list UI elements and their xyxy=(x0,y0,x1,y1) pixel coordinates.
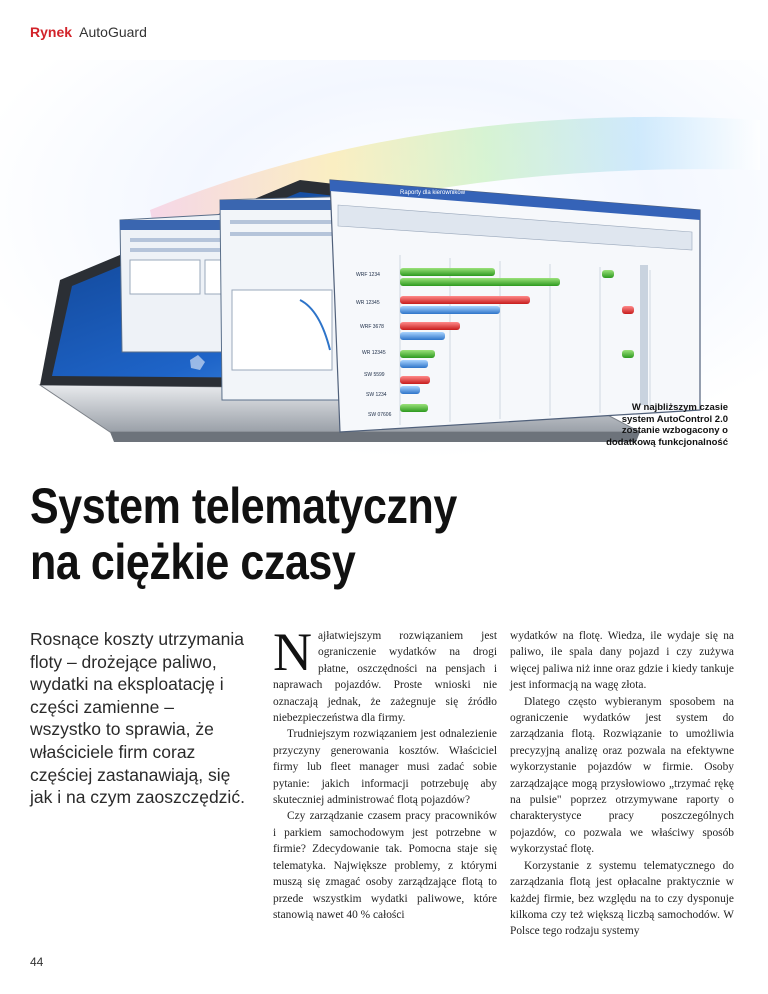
image-caption: W najbliższym czasie system AutoControl 2.0 zostanie wzbogacony o dodatkową funkcjonalność xyxy=(606,402,728,448)
article-column-1 xyxy=(273,622,497,923)
report-window-title: Raporty dla kierowników xyxy=(400,190,466,196)
running-header xyxy=(30,24,147,40)
paragraph: Czy zarządzanie czasem pracy pracowników i parkiem samochodowym jest potrzebne w firmie? Zdecydowanie tak. Pomocna staje się telematyka. Największe problemy, z którymi muszą się zmagać osoby zarządzające flotą to przede wszystkim wydatki paliwowe, które stanowią nawet 40 % całości xyxy=(273,810,497,921)
drop-cap: N xyxy=(273,622,312,682)
row-label: SW 1234 xyxy=(366,392,387,398)
section-label: Rynek xyxy=(30,24,73,40)
paragraph: wydatków na flotę. Wiedza, ile wydaje się na paliwo, ile spala dany pojazd i czy zużywa więcej paliwa niż inne oraz gdzie i kiedy tankuje jest informacją na wagę złota. xyxy=(510,630,734,692)
page-number: 44 xyxy=(30,955,44,969)
row-label: SW 5599 xyxy=(364,372,385,378)
article-title xyxy=(30,478,457,590)
paragraph: Korzystanie z systemu telematycznego do zarządzania flotą jest opłacalne praktycznie w każdej firmie, bez względu na to czy dysponuje kilkoma czy też większą liczbą samochodów. W Polsce tego rodzaju systemy xyxy=(510,859,734,938)
paragraph: Trudniejszym rozwiązaniem jest odnalezienie przyczyny generowania kosztów. Właściciel firmy lub fleet manager musi zadać sobie pytanie: jakich informacji potrzebuję aby skuteczniej administrować flotą pojazdów? xyxy=(273,728,497,807)
row-label: SW 07606 xyxy=(368,412,392,418)
paragraph: Najłatwiejszym rozwiązaniem jest ograniczenie wydatków na drogi płatne, oszczędności na pensjach i naprawach pojazdów. Proste wnioski nie oznaczają jednak, że zażegnuje się źródło niebezpieczeństwa dla firmy. xyxy=(273,622,497,725)
article-lead: Rosnące koszty utrzymania floty – drożejące paliwo, wydatki na eksploatację i części zamienne – wszystko to sprawia, że właściciele firm coraz częściej zastanawiają, się jak i na czym zaoszczędzić. xyxy=(30,629,245,808)
subsection-label: AutoGuard xyxy=(79,24,147,40)
row-label: WRF 1234 xyxy=(356,272,380,278)
row-label: WR 12345 xyxy=(362,350,386,356)
title-line-1: System telematyczny xyxy=(30,478,457,534)
article-column-2 xyxy=(510,628,734,940)
title-line-2: na ciężkie czasy xyxy=(30,534,356,590)
main-report-window xyxy=(330,180,700,432)
row-label: WRF 3678 xyxy=(360,324,384,330)
paragraph: Dlatego często wybieranym sposobem na ograniczenie wydatków jest system do zarządzania flotą. Rozwiązanie to umożliwia precyzyjną analizę oraz pozwala na efektywne wykorzystanie pojazdów w firmie. Osoby zarządzające mogą przysłowiowo „trzymać rękę na pulsie" poprzez otrzymywane raporty o charakterystyce pracy poszczególnych pojazdów, co pozwala we właściwy sposób wykorzystać flotę. xyxy=(510,695,734,856)
row-label: WR 12345 xyxy=(356,300,380,306)
